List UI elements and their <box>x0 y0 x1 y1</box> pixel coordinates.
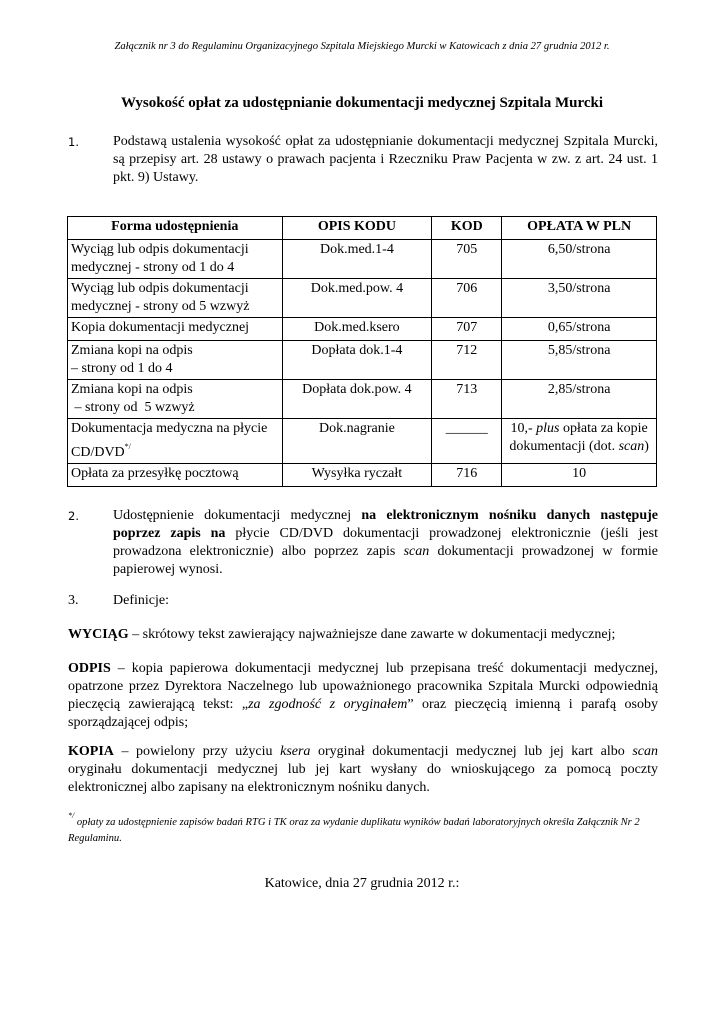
cell-forma: Wyciąg lub odpis dokumentacji medycznej - strony od 1 do 4 <box>68 240 283 279</box>
cell-forma: Kopia dokumentacji medycznej <box>68 318 283 341</box>
table-row <box>68 464 657 487</box>
definition-odpis: ODPIS – kopia papierowa dokumentacji medycznej lub przepisana treść dokumentacji medycznej, opatrzone przez Dyrektora Naczelnego lub upoważnionego pracownika Szpitala Murcki odpowiednią pieczęcią zawierającą tekst: „za zgodność z oryginałem” oraz pieczęcią imienną i parafą osoby sporządzającej odpis; <box>68 661 658 730</box>
cell-opis: Dok.med.ksero <box>282 318 432 341</box>
table-row <box>68 341 657 380</box>
table-row <box>68 380 657 419</box>
section-3 <box>68 592 658 610</box>
footnote: */ opłaty za udostępnienie zapisów badań RTG i TK oraz za wydanie duplikatu wyników badań laboratoryjnych określa Załącznik Nr 2 Regulaminu. <box>68 811 640 844</box>
cell-opis: Dok.med.pow. 4 <box>282 279 432 318</box>
section-1 <box>68 133 658 187</box>
footnote-mark: */ <box>124 442 131 451</box>
document-title: Wysokość opłat za udostępnianie dokumentacji medycznej Szpitala Murcki <box>120 95 604 111</box>
cell-forma: Wyciąg lub odpis dokumentacji medycznej - strony od 5 wzwyż <box>68 279 283 318</box>
table-row <box>68 279 657 318</box>
cell-oplata: 3,50/strona <box>502 279 657 318</box>
cell-opis: Dopłata dok.pow. 4 <box>282 380 432 419</box>
cell-kod: 707 <box>432 318 502 341</box>
cell-oplata: 10,- plus opłata za kopie dokumentacji (dot. scan) <box>502 419 657 464</box>
col-header-oplata: OPŁATA W PLN <box>502 217 657 240</box>
table-row <box>68 318 657 341</box>
section-2-text: Udostępnienie dokumentacji medycznej na elektronicznym nośniku danych następuje poprzez zapis na płycie CD/DVD dokumentacji prowadzonej elektronicznie (jeśli jest prowadzona elektronicznie) albo poprzez zapis scan dokumentacji prowadzonej w formie papierowej wynosi. <box>113 508 659 577</box>
cell-kod: 716 <box>432 464 502 487</box>
fees-table <box>67 216 657 487</box>
cell-oplata: 2,85/strona <box>502 380 657 419</box>
closing-place-date: Katowice, dnia 27 grudnia 2012 r.: <box>264 876 460 891</box>
cell-forma: Zmiana kopi na odpis – strony od 1 do 4 <box>68 341 283 380</box>
table-header-row <box>68 217 657 240</box>
col-header-kod: KOD <box>432 217 502 240</box>
section-2 <box>68 507 658 579</box>
cell-oplata: 10 <box>502 464 657 487</box>
cell-opis: Dopłata dok.1-4 <box>282 341 432 380</box>
cell-kod: 705 <box>432 240 502 279</box>
cell-kod: 713 <box>432 380 502 419</box>
col-header-forma: Forma udostępnienia <box>68 217 283 240</box>
section-1-number: 1. <box>68 135 79 149</box>
definition-wyciag: WYCIĄG – skrótowy tekst zawierający najważniejsze dane zawarte w dokumentacji medycznej; <box>68 627 616 642</box>
table-row <box>68 419 657 464</box>
section-3-number: 3. <box>68 593 79 608</box>
cell-oplata: 6,50/strona <box>502 240 657 279</box>
cell-oplata: 5,85/strona <box>502 341 657 380</box>
section-2-number: 2. <box>68 509 79 523</box>
cell-forma: Dokumentacja medyczna na płycie CD/DVD*/ <box>68 419 283 464</box>
footnote-mark: */ <box>68 811 75 820</box>
cell-opis: Dok.med.1-4 <box>282 240 432 279</box>
cell-opis: Wysyłka ryczałt <box>282 464 432 487</box>
cell-opis: Dok.nagranie <box>282 419 432 464</box>
cell-kod: 706 <box>432 279 502 318</box>
cell-kod: ______ <box>432 419 502 464</box>
section-3-label: Definicje: <box>113 593 169 608</box>
cell-forma: Opłata za przesyłkę pocztową <box>68 464 283 487</box>
definition-kopia: KOPIA – powielony przy użyciu ksera oryginał dokumentacji medycznej lub jej kart albo scan oryginału dokumentacji medycznej lub jej kart wysłany do wnioskującego za pomocą poczty elektronicznej albo zapisany na elektronicznym nośniku danych. <box>68 744 659 795</box>
header-note: Załącznik nr 3 do Regulaminu Organizacyjnego Szpitala Miejskiego Murcki w Katowicach z dnia 27 grudnia 2012 r. <box>114 41 610 52</box>
col-header-opis: OPIS KODU <box>282 217 432 240</box>
cell-oplata: 0,65/strona <box>502 318 657 341</box>
table-row <box>68 240 657 279</box>
section-1-text: Podstawą ustalenia wysokość opłat za udostępnianie dokumentacji medycznej Szpitala Murcki, są przepisy art. 28 ustawy o prawach pacjenta i Rzeczniku Praw Pacjenta w zw. z art. 24 ust. 1 pkt. 9) Ustawy. <box>113 134 658 185</box>
cell-kod: 712 <box>432 341 502 380</box>
cell-forma: Zmiana kopi na odpis – strony od 5 wzwyż <box>68 380 283 419</box>
